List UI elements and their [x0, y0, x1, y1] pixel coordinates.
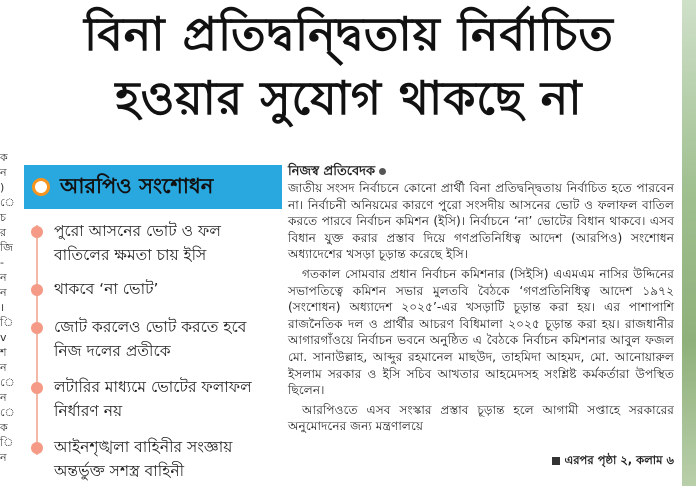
list-item [24, 275, 282, 301]
edge-char: ন [0, 271, 7, 284]
list-item-text: লটারির মাধ্যমে ভোটের ফলাফল নির্ধারণ নয় [54, 378, 252, 420]
edge-char: ন [0, 286, 7, 299]
edge-char: ন [0, 361, 7, 374]
edge-char: ন [0, 391, 7, 404]
adjacent-photo-edge [682, 0, 696, 486]
edge-char: । [0, 301, 5, 314]
dot-icon [31, 322, 43, 334]
edge-char: চ [0, 211, 6, 224]
paragraph-3: আরপিওতে এসব সংস্কার প্রস্তাব চূড়ান্ত হলে আগামী সপ্তাহে সরকারের অনুমোদনের জন্য মন্ত্রণালয়ে [288, 402, 674, 434]
adjacent-article-edge [0, 150, 15, 486]
key-points-sidebar [24, 165, 282, 486]
edge-char: ন [0, 166, 7, 179]
headline-line-1: বিনা প্রতিদ্বন্দ্বিতায় নির্বাচিত [84, 7, 614, 61]
byline [288, 163, 674, 180]
byline-dot-icon [379, 168, 386, 175]
continued-on-note [552, 452, 674, 471]
edge-char: ) [0, 181, 5, 194]
edge-char: র [0, 226, 7, 239]
edge-char: - [0, 256, 4, 269]
article-body [288, 163, 674, 435]
edge-char: ি [0, 316, 14, 329]
edge-char: ে [0, 376, 15, 389]
list-item [24, 373, 282, 423]
list-item [24, 217, 282, 267]
paragraph-2: গতকাল সোমবার প্রধান নির্বাচন কমিশনার (সিইসি) এএমএম নাসির উদ্দিনের সভাপতিত্বে কমিশন সভার মুলতবি বৈঠকে ‘গণপ্রতিনিধিত্ব আদেশ ১৯৭২ (সংশোধন) অধ্যাদেশ ২০২৫’-এর খসড়াটি চূড়ান্ত করা হয়। এর পাশাপাশি রাজনৈতিক দল ও প্রার্থীর আচরণ বিধিমালা ২০২৫ চূড়ান্ত করা হয়। রাজধানীর আগারগাঁওয়ে নির্বাচন ভবনে অনুষ্ঠিত এ বৈঠকে নির্বাচন কমিশনার আবুল ফজল মো. সানাউল্লাহ, আব্দুর রহমানেল মাছউদ, তাহমিদা আহমদ, মো. আনোয়ারুল ইসলাম সরকার ও ইসি সচিব আখতার আহমেদসহ সংশ্লিষ্ট কর্মকর্তারা উপস্থিত ছিলেন। [288, 266, 674, 398]
circle-bullet-icon [32, 178, 50, 196]
list-item [24, 433, 282, 483]
continued-text: এরপর পৃষ্ঠা ২, কলাম ৬ [564, 453, 674, 467]
edge-char: v [0, 331, 7, 344]
edge-char: ক [0, 151, 8, 164]
square-bullet-icon [552, 457, 560, 465]
edge-char: জি [0, 241, 13, 254]
edge-char: ক [0, 421, 8, 434]
dot-icon [31, 226, 43, 238]
sidebar-title: আরপিও সংশোধন [60, 173, 214, 198]
headline [16, 2, 682, 130]
edge-char: শ [0, 346, 7, 359]
edge-char: ি [0, 436, 14, 449]
edge-char: ে [0, 196, 15, 209]
paragraph-1: জাতীয় সংসদ নির্বাচনে কোনো প্রার্থী বিনা প্রতিদ্বন্দ্বিতায় নির্বাচিত হতে পারবেন না। নির্বাচনী অনিয়মের কারণে পুরো সংসদীয় আসনের ভোট ও ফলাফল বাতিল করতে পারবে নির্বাচন কমিশন (ইসি)। নির্বাচনে ‘না’ ভোটের বিধান থাকবে। এসব বিধান যুক্ত করার প্রস্তাব দিয়ে গণপ্রতিনিধিত্ব আদেশ (আরপিও) সংশোধন অধ্যাদেশের খসড়া চূড়ান্ত করেছে ইসি। [288, 181, 674, 262]
edge-char: ন [0, 451, 7, 464]
headline-line-2: হওয়ার সুযোগ থাকছে না [115, 71, 583, 125]
list-item-text: আইনশৃঙ্খলা বাহিনীর সংজ্ঞায় অন্তর্ভুক্ত সশস্ত্র বাহিনী [54, 438, 233, 480]
list-item [24, 313, 282, 363]
sidebar-header [24, 165, 282, 209]
dot-icon [31, 382, 43, 394]
key-points-list [24, 217, 282, 483]
edge-char: ে [0, 406, 15, 419]
list-item-text: পুরো আসনের ভোট ও ফল বাতিলের ক্ষমতা চায় ইসি [54, 222, 221, 264]
list-item-text: থাকবে ‘না ভোট’ [54, 280, 159, 298]
list-item-text: জোট করলেও ভোট করতে হবে নিজ দলের প্রতীকে [54, 318, 247, 360]
dot-icon [31, 284, 43, 296]
dot-icon [31, 442, 43, 454]
byline-text: নিজস্ব প্রতিবেদক [288, 164, 376, 179]
